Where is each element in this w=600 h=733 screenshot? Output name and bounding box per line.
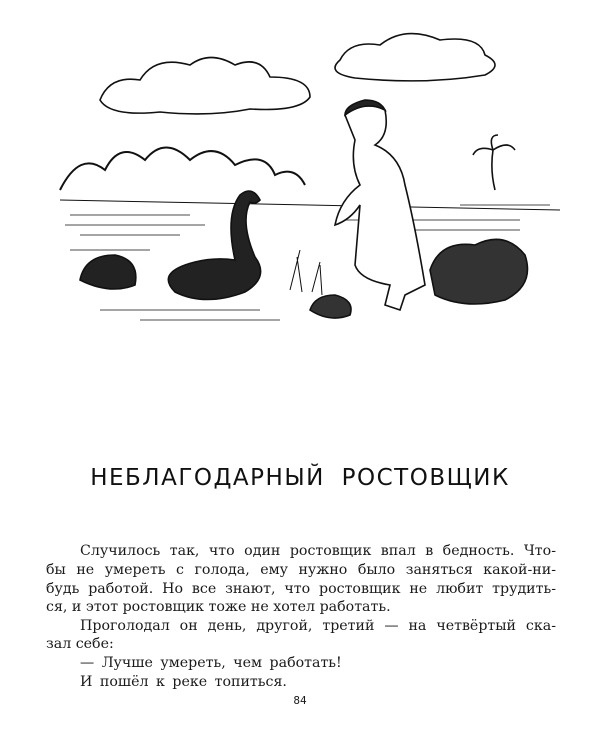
text-line: зал себе: <box>46 636 114 652</box>
swan <box>168 191 260 300</box>
text-line: будь работой. Но все знают, что ростовщик не любит трудить- <box>46 581 556 597</box>
illustration-swan-and-man <box>40 20 570 360</box>
page-number: 84 <box>293 694 307 707</box>
bushes <box>60 148 305 191</box>
cloud <box>100 58 310 114</box>
text-line: Случилось так, что один ростовщик впал в бедность. Что- <box>80 543 556 559</box>
story-title: НЕБЛАГОДАРНЫЙ РОСТОВЩИК <box>90 465 510 491</box>
rock <box>80 255 136 289</box>
text-line: бы не умереть с голода, ему нужно было заняться какой-ни- <box>46 562 556 578</box>
rock <box>430 239 528 304</box>
text-line: — Лучше умереть, чем работать! <box>80 655 342 671</box>
text-line: Проголодал он день, другой, третий — на четвёртый ска- <box>80 618 556 634</box>
text-line: ся, и этот ростовщик тоже не хотел работать. <box>46 599 391 615</box>
palm-tree <box>473 135 515 190</box>
text-line: И пошёл к реке топиться. <box>80 674 287 690</box>
man <box>335 106 425 310</box>
cloud <box>335 34 495 81</box>
rock <box>310 295 351 318</box>
grass <box>290 250 322 295</box>
